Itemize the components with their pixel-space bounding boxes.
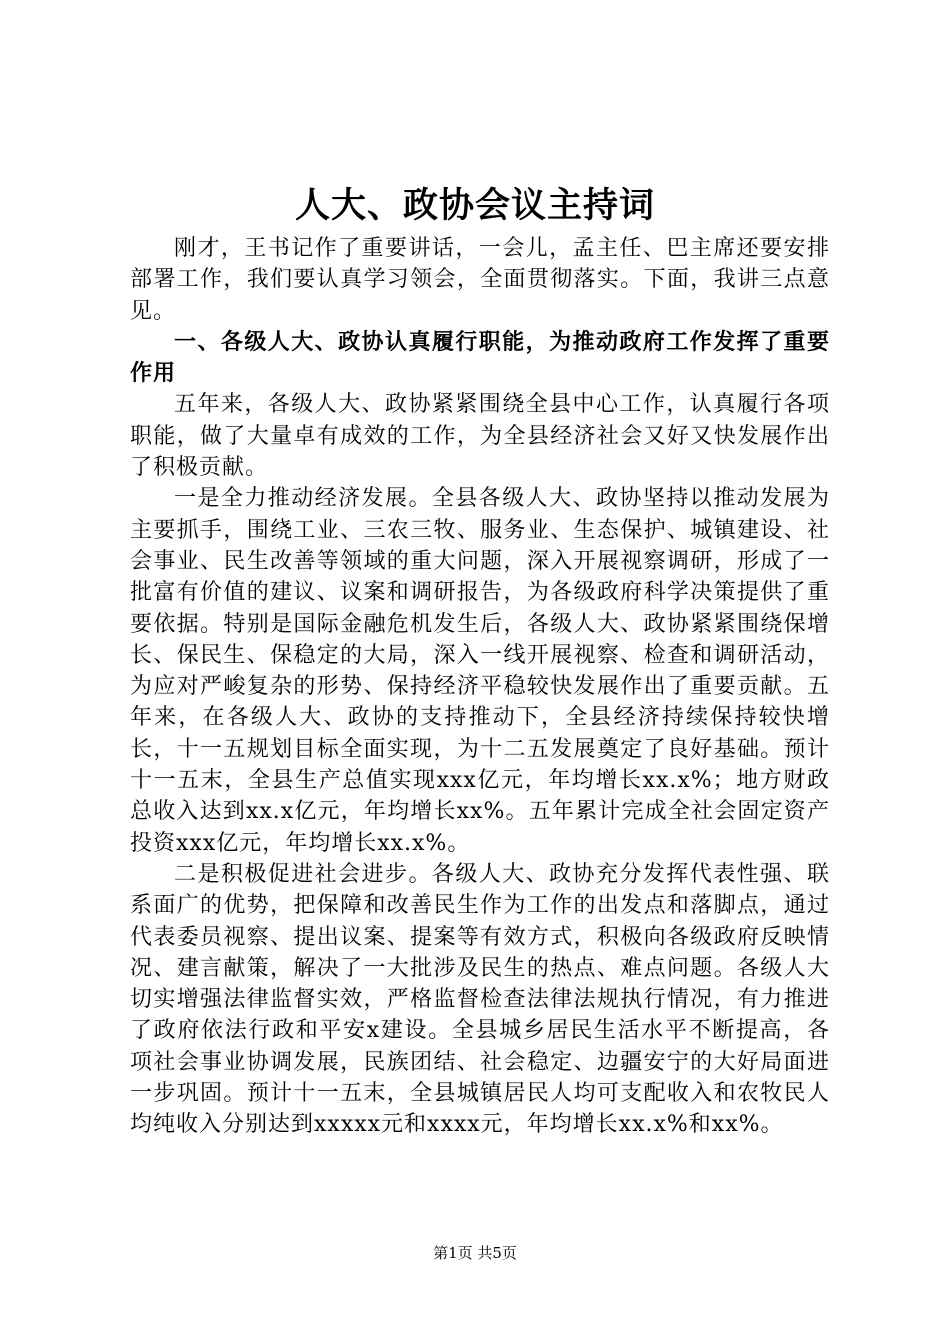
page-number-footer: 第1页 共5页 bbox=[433, 1244, 517, 1262]
document-body bbox=[130, 233, 830, 1141]
intro-paragraph: 刚才，王书记作了重要讲话，一会儿，孟主任、巴主席还要安排部署工作，我们要认真学习领会，全面贯彻落实。下面，我讲三点意见。 bbox=[130, 236, 830, 324]
social-progress-paragraph: 二是积极促进社会进步。各级人大、政协充分发挥代表性强、联系面广的优势，把保障和改善民生作为工作的出发点和落脚点，通过代表委员视察、提出议案、提案等有效方式，积极向各级政府反映情况、建言献策，解决了一大批涉及民生的热点、难点问题。各级人大切实增强法律监督实效，严格监督检查法律法规执行情况，有力推进了政府依法行政和平安x建设。全县城乡居民生活水平不断提高，各项社会事业协调发展，民族团结、社会稳定、边疆安宁的大好局面进一步巩固。预计十一五末，全县城镇居民人均可支配收入和农牧民人均纯收入分别达到xxxxx元和xxxx元，年均增长xx.x%和xx%。 bbox=[130, 861, 830, 1138]
section-heading: 一、各级人大、政协认真履行职能，为推动政府工作发挥了重要作用 bbox=[130, 328, 830, 387]
economic-development-paragraph: 一是全力推动经济发展。全县各级人大、政协坚持以推动发展为主要抓手，围绕工业、三农三牧、服务业、生态保护、城镇建设、社会事业、民生改善等领域的重大问题，深入开展视察调研，形成了一批富有价值的建议、议案和调研报告，为各级政府科学决策提供了重要依据。特别是国际金融危机发生后，各级人大、政协紧紧围绕保增长、保民生、保稳定的大局，深入一线开展视察、检查和调研活动，为应对严峻复杂的形势、保持经济平稳较快发展作出了重要贡献。五年来，在各级人大、政协的支持推动下，全县经济持续保持较快增长，十一五规划目标全面实现，为十二五发展奠定了良好基础。预计十一五末，全县生产总值实现xxx亿元，年均增长xx.x%；地方财政总收入达到xx.x亿元，年均增长xx%。五年累计完成全社会固定资产投资xxx亿元，年均增长xx.x%。 bbox=[130, 486, 830, 856]
section-intro-paragraph: 五年来，各级人大、政协紧紧围绕全县中心工作，认真履行各项职能，做了大量卓有成效的工作，为全县经济社会又好又快发展作出了积极贡献。 bbox=[130, 392, 830, 481]
document-title: 人大、政协会议主持词 bbox=[294, 185, 655, 226]
